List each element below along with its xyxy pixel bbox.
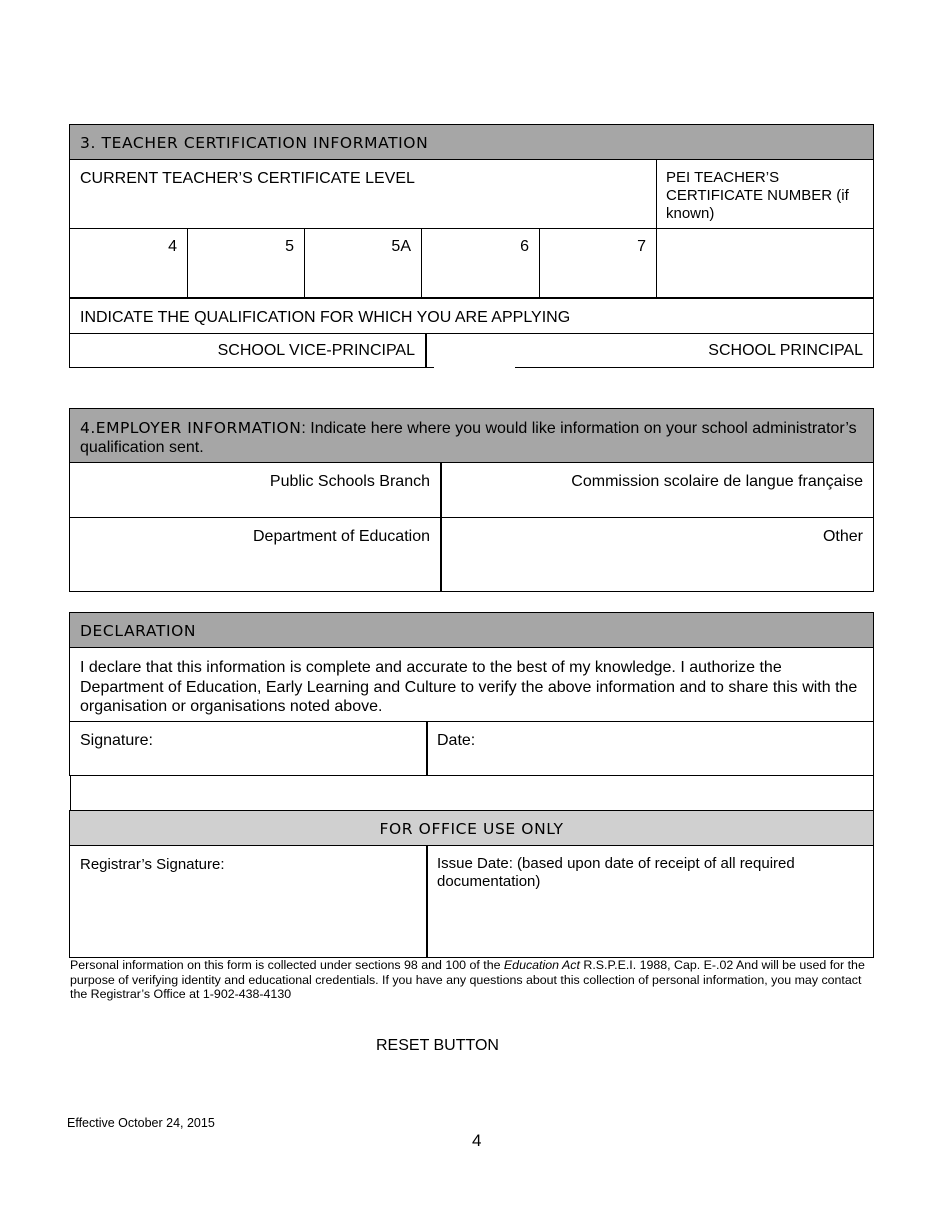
section4-instructions: : Indicate here where you would like information on your school administrator’s qualification sent. bbox=[80, 420, 857, 456]
principal-label: SCHOOL PRINCIPAL bbox=[708, 342, 863, 359]
pei-cert-label-cell bbox=[656, 159, 874, 229]
employer-department[interactable] bbox=[69, 517, 441, 592]
privacy-act-name: Education Act bbox=[503, 958, 580, 972]
declaration-header bbox=[69, 612, 874, 648]
public-schools-label: Public Schools Branch bbox=[269, 473, 430, 490]
office-header bbox=[69, 810, 874, 846]
signature-field[interactable] bbox=[69, 721, 427, 776]
qualification-label: INDICATE THE QUALIFICATION FOR WHICH YOU ARE APPLYING bbox=[80, 309, 571, 326]
level-option-6[interactable] bbox=[421, 228, 540, 298]
declaration-text: I declare that this information is complete and accurate to the best of my knowledge. I authorize the Department of Education, Early Learning and Culture to verify the above information and to share this with the organisation or organisations noted above. bbox=[80, 659, 858, 715]
commission-label: Commission scolaire de langue française bbox=[571, 473, 863, 490]
current-level-label: CURRENT TEACHER’S CERTIFICATE LEVEL bbox=[80, 170, 415, 187]
current-level-cell bbox=[69, 159, 657, 229]
privacy-notice bbox=[70, 958, 876, 1002]
issue-date-field[interactable] bbox=[426, 845, 874, 958]
reset-button[interactable] bbox=[360, 1037, 515, 1059]
registrar-signature-field[interactable] bbox=[69, 845, 427, 958]
level-option-4[interactable] bbox=[69, 228, 188, 298]
vice-principal-label: SCHOOL VICE-PRINCIPAL bbox=[217, 342, 415, 359]
registrar-signature-label: Registrar’s Signature: bbox=[80, 856, 225, 873]
level-option-7[interactable] bbox=[539, 228, 657, 298]
employer-commission[interactable] bbox=[440, 462, 874, 518]
section4-header bbox=[69, 408, 874, 463]
section3-title: 3. TEACHER CERTIFICATION INFORMATION bbox=[80, 134, 429, 152]
level-label-5: 5 bbox=[285, 238, 294, 255]
declaration-title: DECLARATION bbox=[80, 622, 197, 640]
pei-cert-number-field[interactable] bbox=[656, 228, 874, 298]
level-option-5[interactable] bbox=[187, 228, 305, 298]
level-label-4: 4 bbox=[168, 238, 177, 255]
employer-other[interactable] bbox=[440, 517, 874, 592]
level-label-6: 6 bbox=[520, 238, 529, 255]
qualification-row bbox=[69, 297, 874, 334]
effective-date bbox=[67, 1116, 215, 1130]
vice-principal-option[interactable] bbox=[69, 333, 427, 368]
department-label: Department of Education bbox=[253, 528, 430, 545]
principal-option[interactable] bbox=[515, 333, 874, 368]
other-label: Other bbox=[822, 528, 863, 545]
privacy-text-b: R.S.P.E.I. 1988, Cap. E-.02 And will be used for the purpose of verifying identity and educational credentials. If you have any questions about this collection of personal information, you may contact the Registrar’s Office at 1-902-438-4130 bbox=[70, 958, 865, 1001]
level-label-7: 7 bbox=[637, 238, 646, 255]
date-label: Date: bbox=[437, 732, 476, 749]
office-title: FOR OFFICE USE ONLY bbox=[379, 820, 564, 838]
section3-header bbox=[69, 124, 874, 160]
issue-date-label: Issue Date: (based upon date of receipt of all required documentation) bbox=[437, 855, 795, 890]
level-option-5a[interactable] bbox=[304, 228, 422, 298]
vp-principal-divider bbox=[426, 367, 434, 368]
page-number-text: 4 bbox=[472, 1131, 482, 1150]
spacer-row bbox=[70, 775, 874, 811]
pei-cert-label: PEI TEACHER’S CERTIFICATE NUMBER (if known) bbox=[666, 169, 849, 222]
employer-public-schools[interactable] bbox=[69, 462, 441, 518]
signature-label: Signature: bbox=[80, 732, 153, 749]
level-label-5a: 5A bbox=[391, 238, 411, 255]
declaration-text-cell bbox=[69, 647, 874, 722]
date-field[interactable] bbox=[426, 721, 874, 776]
section4-title: 4.EMPLOYER INFORMATION bbox=[80, 419, 302, 437]
reset-button-label: RESET BUTTON bbox=[376, 1037, 499, 1054]
page-number bbox=[472, 1131, 481, 1151]
privacy-text-a: Personal information on this form is collected under sections 98 and 100 of the bbox=[70, 958, 504, 972]
effective-date-text: Effective October 24, 2015 bbox=[67, 1116, 215, 1130]
